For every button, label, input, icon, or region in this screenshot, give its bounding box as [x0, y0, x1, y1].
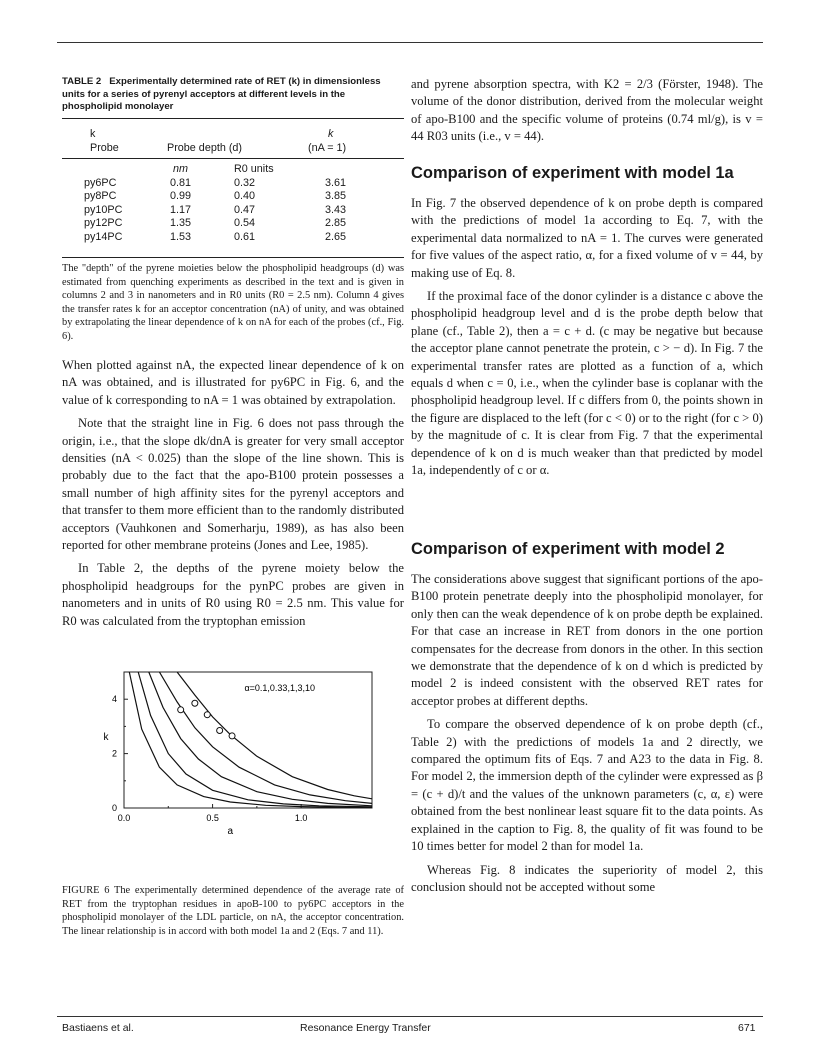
table-cell-nm: 0.81	[170, 177, 192, 189]
y-tick-label: 0	[111, 803, 117, 813]
y-tick-label: 4	[111, 694, 117, 705]
table-cell-probe: py10PC	[84, 203, 123, 216]
table-note: The "depth" of the pyrene moieties below the phospholipid headgroups (d) was estimated from quenching experiments as described in the text and is given in columns 2 and 3 in nanometers and in R0 units (R0 = 2.5 nm). Column 4 gives the transfer rates k for an acceptor concentration (nA) of unity, and was obtained by extrapolating the linear dependence of k on nA for each of the probes (cf., Fig. 6).	[62, 263, 404, 342]
table-unit-nm: nm	[173, 163, 188, 175]
data-point	[217, 727, 223, 733]
data-point	[192, 700, 198, 706]
table-cell-r0: 0.40	[234, 190, 256, 203]
table-cell-k: 3.61	[325, 177, 347, 189]
paragraph: When plotted against nA, the expected linear dependence of k on nA was obtained, and is illustrated for py6PC in Fig. 6, and the value of k corresponding to nA = 1 was obtained by extrapolation.	[62, 358, 404, 407]
section-model-2	[411, 540, 763, 896]
table-cell-nm: 1.35	[170, 217, 192, 230]
table-cell-nm: 1.17	[170, 203, 192, 216]
table-head-k: k	[90, 128, 96, 140]
section-heading: Comparison of experiment with model 1a	[411, 164, 734, 182]
x-tick-label: 0.5	[206, 813, 219, 823]
table-mid-rule	[62, 158, 404, 159]
bottom-rule	[57, 1016, 763, 1017]
table-caption	[62, 76, 404, 114]
footer-page-number: 671	[738, 1022, 756, 1034]
footer-title: Resonance Energy Transfer	[300, 1022, 431, 1034]
table-body	[62, 163, 404, 244]
table-head-k-sym: k	[328, 128, 334, 140]
table-row	[62, 231, 404, 244]
data-point	[178, 707, 184, 713]
table-cell-probe: py6PC	[84, 177, 117, 189]
table-cell-r0: 0.47	[234, 203, 256, 216]
top-rule	[57, 42, 763, 43]
paragraph: and pyrene absorption spectra, with K2 = 2/3 (Förster, 1948). The volume of the donor distribution, derived from the molecular weight of apo-B100 and the specific volume of proteins (0.74 ml/g), is v = 44 R03 units (i.e., v = 44).	[411, 77, 763, 144]
x-tick-label: 1.0	[294, 813, 308, 823]
footer-authors: Bastiaens et al.	[62, 1022, 134, 1034]
chart-annotation: α=0.1,0.33,1,3,10	[244, 683, 315, 694]
data-point	[229, 733, 235, 739]
table-cell-k: 2.85	[325, 217, 347, 230]
table-head-k-sub: (nA = 1)	[308, 142, 347, 154]
table-cell-k: 2.65	[325, 230, 347, 243]
table-top-rule	[62, 118, 404, 119]
table-label: TABLE 2	[62, 76, 102, 87]
figure-caption: FIGURE 6 The experimentally determined dependence of the average rate of RET from the tryptophan residues in apoB-100 to py6PC acceptors in the phospholipid monolayer of the LDL particle, on nA, the acceptor concentration. The linear relationship is in accord with both model 1a and 2 (Eqs. 7 and 11).	[62, 885, 404, 937]
table-row	[62, 204, 404, 217]
table-cell-probe: py8PC	[84, 190, 117, 203]
table-cell-k: 3.43	[325, 203, 347, 216]
table-cell-probe: py14PC	[84, 230, 123, 243]
table-cell-nm: 1.53	[170, 230, 192, 243]
left-column-text	[62, 357, 404, 630]
table-head-depth: Probe depth (d)	[167, 142, 243, 154]
table-head-probe: Probe	[90, 142, 119, 154]
table-bottom-rule	[62, 257, 404, 258]
y-tick-label: 2	[111, 748, 117, 759]
right-column-top	[411, 76, 763, 146]
paragraph: In Fig. 7 the observed dependence of k on probe depth is compared with the predictions of model 1a according to Eq. 7, with the experimental data normalized to nA = 1. The curves were generated for five values of the aspect ratio, α, for a fixed volume of v = 44, by making use of Eq. 8.	[411, 196, 763, 280]
paragraph: In Table 2, the depths of the pyrene moiety below the phospholipid headgroups for the pynPC probes are given in nanometers and in units of R0 using R0 = 2.5 nm. This value for R0 was calculated from the tryptophan emission	[62, 561, 404, 628]
table-cell-r0: 0.54	[234, 217, 256, 230]
x-tick-label: 0.0	[117, 813, 131, 823]
table-row	[62, 217, 404, 230]
y-axis-label: k	[103, 732, 109, 743]
table-cell-r0: 0.61	[234, 230, 256, 243]
figure-6-chart	[100, 668, 380, 868]
paragraph: Whereas Fig. 8 indicates the superiority of model 2, this conclusion should not be accepted without some	[411, 862, 763, 894]
table-cell-probe: py12PC	[84, 217, 123, 230]
x-axis-label: a	[227, 826, 234, 837]
table-title: Experimentally determined rate of RET (k) in dimensionless units for a series of pyrenyl acceptors at different levels in the phospholipid monolayer	[62, 76, 381, 113]
paragraph: Note that the straight line in Fig. 6 does not pass through the origin, i.e., that the slope dk/dnA is greater for very small acceptor densities (nA < 0.025) than the slope of the line shown. This is probably due to the fact that the apo-B100 protein possesses a small number of high affinity sites for the pyrenyl acceptors and that transfer to them more efficient than to the randomly distributed acceptors (Vauhkonen and Somerharju, 1989), as has also been reported for other membrane proteins (Jones and Lee, 1985).	[62, 416, 404, 553]
table-row	[62, 177, 404, 190]
table-cell-nm: 0.99	[170, 190, 192, 203]
table-cell-k: 3.85	[325, 190, 347, 203]
paragraph: If the proximal face of the donor cylinder is a distance c above the phospholipid headgroup level and d is the probe depth below that plane (cf., Table 2), then a = c + d. (c may be negative but because the acceptor plane cannot penetrate the protein, c > − d). In Fig. 7 the experimental transfer rates are plotted as a function of a, which equals d when c = 0, i.e., when the cylinder base is coplanar with the phospholipid headgroup level. If c differs from 0, the points shown in the figure are displaced to the left (for c < 0) or to the right (for c > 0) by the magnitude of c. It is clear from Fig. 7 that the experimental dependence of k on d is much weaker than that predicted by model 1a, independently of c or α.	[411, 289, 763, 478]
table-cell-r0: 0.32	[234, 177, 256, 189]
paragraph: The considerations above suggest that significant portions of the apo-B100 protein penetrate deeply into the phospholipid monolayer, for only then can the weak dependence of k on probe depth be explained. For that case an increase in RET from donors in the one portion compensates for the decrease from donors in the other. In this section we demonstrate that the dependence of k on d which is predicted by model 2 is indeed consistent with the observed RET rates for acceptor probes at different depths.	[411, 572, 763, 708]
table-row	[62, 190, 404, 203]
section-model-1a	[411, 164, 763, 480]
data-point	[204, 712, 210, 718]
paragraph: To compare the observed dependence of k on probe depth (cf., Table 2) with the predictions of models 1a and 2 directly, we compared the optimum fits of Eqs. 7 and A23 to the data in Fig. 8. For model 2, the immersion depth of the cylinder were expressed as β = (c + d)/t and the values of the unknown parameters (c, α, ε) were obtained from the best nonlinear least square fit to the data points. As explained in the caption to Fig. 8, the quality of fit was found to be 10 times better for model 2 than for model 1a.	[411, 717, 763, 854]
section-heading: Comparison of experiment with model 2	[411, 540, 725, 558]
table-unit-r0: R0 units	[234, 163, 274, 175]
